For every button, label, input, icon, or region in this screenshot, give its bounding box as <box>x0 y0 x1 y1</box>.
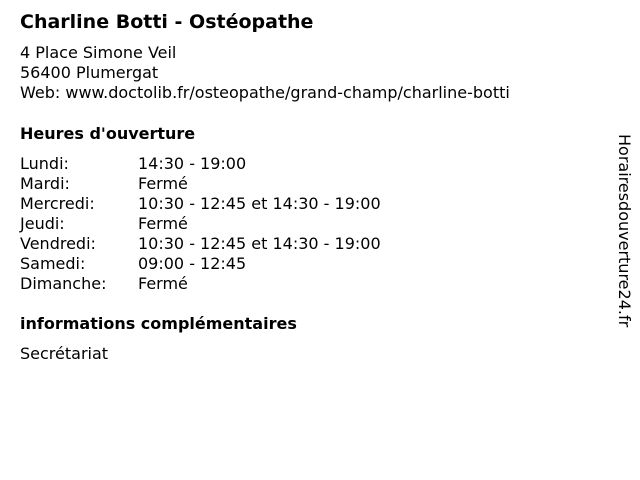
additional-info-heading: informations complémentaires <box>20 314 297 333</box>
day-hours: Fermé <box>138 214 188 233</box>
hours-row-jeudi <box>20 214 381 234</box>
address-city: 56400 Plumergat <box>20 63 159 82</box>
day-label: Jeudi: <box>20 214 65 233</box>
address-street: 4 Place Simone Veil <box>20 43 177 62</box>
opening-hours-heading: Heures d'ouverture <box>20 124 196 143</box>
day-hours: 14:30 - 19:00 <box>138 154 247 173</box>
hours-row-vendredi <box>20 234 381 254</box>
hours-row-samedi <box>20 254 381 274</box>
day-label: Vendredi: <box>20 234 96 253</box>
day-hours: Fermé <box>138 274 188 293</box>
hours-row-mardi <box>20 174 381 194</box>
day-label: Lundi: <box>20 154 69 173</box>
hours-row-mercredi <box>20 194 381 214</box>
additional-info-text: Secrétariat <box>20 344 109 363</box>
site-watermark: Horairesdouverture24.fr <box>615 134 634 328</box>
day-hours: Fermé <box>138 174 188 193</box>
day-label: Samedi: <box>20 254 86 273</box>
day-label: Mercredi: <box>20 194 95 213</box>
day-label: Dimanche: <box>20 274 107 293</box>
hours-row-dimanche <box>20 274 381 294</box>
day-hours: 09:00 - 12:45 <box>138 254 247 273</box>
hours-row-lundi <box>20 154 381 174</box>
day-label: Mardi: <box>20 174 70 193</box>
day-hours: 10:30 - 12:45 et 14:30 - 19:00 <box>138 234 381 253</box>
opening-hours-table <box>20 154 381 294</box>
page-title: Charline Botti - Ostéopathe <box>20 11 314 33</box>
website-line: Web: www.doctolib.fr/osteopathe/grand-champ/charline-botti <box>20 83 510 102</box>
address-block <box>20 43 510 103</box>
day-hours: 10:30 - 12:45 et 14:30 - 19:00 <box>138 194 381 213</box>
